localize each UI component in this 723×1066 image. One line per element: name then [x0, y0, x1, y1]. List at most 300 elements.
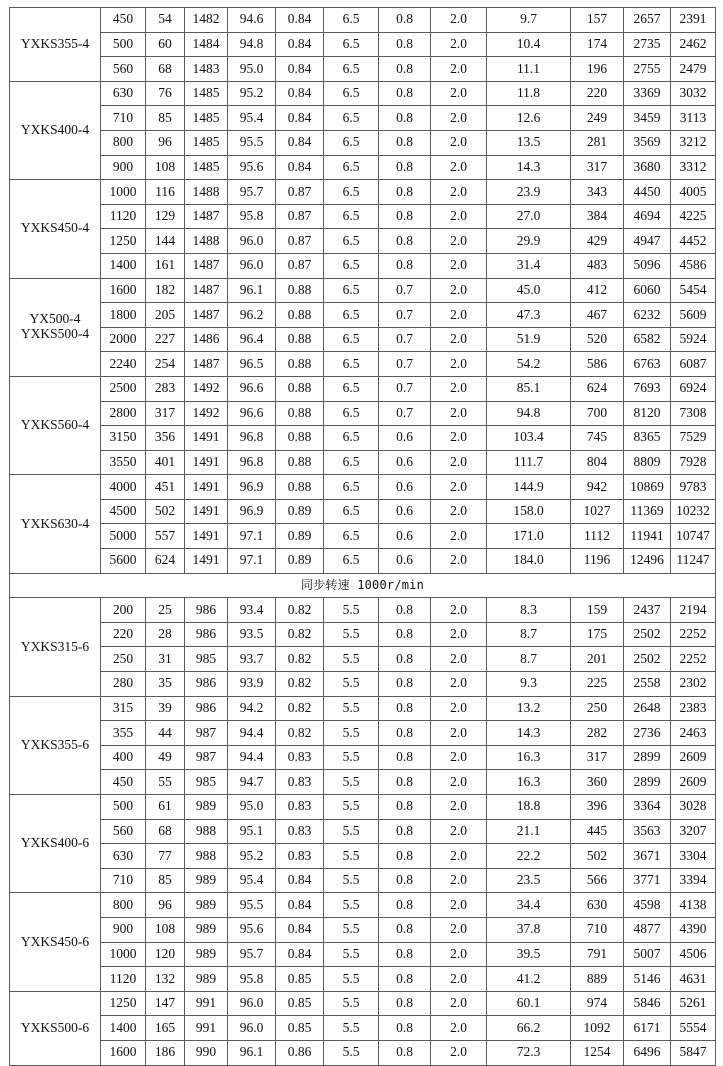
table-cell: 5.5	[324, 1016, 379, 1041]
table-cell: 3550	[101, 450, 146, 475]
table-cell: 6232	[624, 303, 671, 328]
table-cell: 111.7	[487, 450, 571, 475]
table-cell: 3304	[671, 844, 716, 869]
table-cell: 2735	[624, 32, 671, 57]
table-cell: 1196	[571, 549, 624, 574]
table-cell: 0.8	[379, 745, 431, 770]
table-cell: 249	[571, 106, 624, 131]
table-cell: 96.0	[228, 1016, 276, 1041]
table-cell: 986	[185, 696, 228, 721]
table-cell: 159	[571, 598, 624, 623]
table-cell: 0.84	[276, 868, 324, 893]
table-cell: 0.8	[379, 81, 431, 106]
table-cell: 2.0	[431, 106, 487, 131]
table-cell: 2462	[671, 32, 716, 57]
table-cell: 93.4	[228, 598, 276, 623]
table-cell: 6.5	[324, 426, 379, 451]
table-cell: 47.3	[487, 303, 571, 328]
table-cell: 2383	[671, 696, 716, 721]
table-cell: 95.2	[228, 81, 276, 106]
table-cell: 120	[146, 942, 185, 967]
table-cell: 991	[185, 991, 228, 1016]
table-cell: 566	[571, 868, 624, 893]
table-cell: 220	[101, 622, 146, 647]
table-cell: 0.88	[276, 278, 324, 303]
table-cell: 23.9	[487, 180, 571, 205]
model-name: YXKS500-4	[20, 326, 90, 342]
table-row	[10, 893, 716, 918]
table-cell: 3394	[671, 868, 716, 893]
table-cell: 2.0	[431, 844, 487, 869]
table-cell: 0.87	[276, 229, 324, 254]
table-cell: 0.84	[276, 917, 324, 942]
table-cell: 700	[571, 401, 624, 426]
table-cell: 85	[146, 868, 185, 893]
table-cell: 13.2	[487, 696, 571, 721]
table-cell: 6.5	[324, 81, 379, 106]
model-name: YXKS355-6	[20, 736, 90, 752]
table-cell: 96	[146, 130, 185, 155]
table-cell: 283	[146, 376, 185, 401]
table-cell: 254	[146, 352, 185, 377]
table-cell: 5554	[671, 1016, 716, 1041]
table-cell: 710	[571, 917, 624, 942]
table-cell: 85.1	[487, 376, 571, 401]
table-cell: 94.8	[487, 401, 571, 426]
table-cell: 3459	[624, 106, 671, 131]
table-cell: 710	[101, 106, 146, 131]
table-cell: 2391	[671, 8, 716, 33]
table-cell: 2899	[624, 770, 671, 795]
table-cell: 96.0	[228, 991, 276, 1016]
table-cell: 2.0	[431, 647, 487, 672]
table-cell: 1800	[101, 303, 146, 328]
table-cell: 1488	[185, 229, 228, 254]
table-cell: 384	[571, 204, 624, 229]
table-cell: 1254	[571, 1040, 624, 1065]
table-cell: 0.83	[276, 770, 324, 795]
table-cell: 5.5	[324, 672, 379, 697]
table-cell: 6.5	[324, 155, 379, 180]
table-cell: 2.0	[431, 967, 487, 992]
table-row	[10, 696, 716, 721]
table-cell: 2.0	[431, 155, 487, 180]
model-name: YX500-4	[29, 311, 81, 327]
table-cell: 3113	[671, 106, 716, 131]
table-cell: 2.0	[431, 991, 487, 1016]
table-cell: 1482	[185, 8, 228, 33]
table-cell: 220	[571, 81, 624, 106]
table-cell: 54.2	[487, 352, 571, 377]
table-cell: 95.8	[228, 204, 276, 229]
table-cell: 355	[101, 721, 146, 746]
table-cell: 0.7	[379, 278, 431, 303]
table-cell: 5847	[671, 1040, 716, 1065]
table-cell: 4500	[101, 499, 146, 524]
table-cell: 0.84	[276, 81, 324, 106]
table-cell: 96.1	[228, 278, 276, 303]
table-cell: 68	[146, 819, 185, 844]
table-cell: 1483	[185, 57, 228, 82]
table-row	[10, 549, 716, 574]
table-cell: 0.82	[276, 647, 324, 672]
table-cell: 0.88	[276, 303, 324, 328]
table-cell: 13.5	[487, 130, 571, 155]
table-cell: 6924	[671, 376, 716, 401]
table-cell: 6.5	[324, 57, 379, 82]
table-cell: 182	[146, 278, 185, 303]
table-row	[10, 32, 716, 57]
table-cell: 1250	[101, 229, 146, 254]
table-cell: 560	[101, 819, 146, 844]
table-cell: 988	[185, 819, 228, 844]
table-cell: 630	[101, 81, 146, 106]
table-cell: 0.89	[276, 524, 324, 549]
table-cell: 8.7	[487, 622, 571, 647]
table-cell: 61	[146, 795, 185, 820]
table-cell: 2.0	[431, 278, 487, 303]
table-cell: 0.8	[379, 868, 431, 893]
table-cell: 95.6	[228, 155, 276, 180]
table-cell: 630	[101, 844, 146, 869]
table-cell: 129	[146, 204, 185, 229]
table-row	[10, 795, 716, 820]
model-cell	[10, 81, 101, 179]
table-cell: 96	[146, 893, 185, 918]
table-cell: 85	[146, 106, 185, 131]
table-cell: 34.4	[487, 893, 571, 918]
table-cell: 0.84	[276, 942, 324, 967]
table-cell: 60	[146, 32, 185, 57]
table-cell: 0.82	[276, 672, 324, 697]
table-cell: 171.0	[487, 524, 571, 549]
table-cell: 2.0	[431, 57, 487, 82]
table-cell: 72.3	[487, 1040, 571, 1065]
table-row	[10, 991, 716, 1016]
table-cell: 1600	[101, 278, 146, 303]
table-cell: 6.5	[324, 376, 379, 401]
table-cell: 29.9	[487, 229, 571, 254]
table-cell: 502	[571, 844, 624, 869]
table-cell: 2.0	[431, 450, 487, 475]
table-cell: 281	[571, 130, 624, 155]
table-cell: 21.1	[487, 819, 571, 844]
table-cell: 6.5	[324, 401, 379, 426]
table-row	[10, 868, 716, 893]
table-cell: 2.0	[431, 253, 487, 278]
table-row	[10, 450, 716, 475]
table-cell: 0.85	[276, 1016, 324, 1041]
table-cell: 1487	[185, 352, 228, 377]
table-cell: 0.8	[379, 647, 431, 672]
table-row	[10, 303, 716, 328]
table-cell: 68	[146, 57, 185, 82]
table-cell: 1485	[185, 130, 228, 155]
table-cell: 0.8	[379, 672, 431, 697]
table-cell: 0.89	[276, 499, 324, 524]
table-cell: 25	[146, 598, 185, 623]
table-cell: 0.83	[276, 745, 324, 770]
table-cell: 95.2	[228, 844, 276, 869]
table-cell: 974	[571, 991, 624, 1016]
table-cell: 94.4	[228, 745, 276, 770]
table-cell: 343	[571, 180, 624, 205]
table-cell: 227	[146, 327, 185, 352]
table-cell: 4450	[624, 180, 671, 205]
table-cell: 1485	[185, 106, 228, 131]
table-cell: 483	[571, 253, 624, 278]
table-cell: 9783	[671, 475, 716, 500]
table-cell: 96.8	[228, 450, 276, 475]
table-cell: 2502	[624, 647, 671, 672]
table-cell: 108	[146, 917, 185, 942]
table-cell: 5.5	[324, 844, 379, 869]
table-cell: 3032	[671, 81, 716, 106]
table-cell: 400	[101, 745, 146, 770]
table-cell: 6.5	[324, 204, 379, 229]
table-cell: 5.5	[324, 942, 379, 967]
table-cell: 989	[185, 942, 228, 967]
table-cell: 96.5	[228, 352, 276, 377]
table-cell: 2240	[101, 352, 146, 377]
table-cell: 250	[571, 696, 624, 721]
table-cell: 5096	[624, 253, 671, 278]
table-cell: 5846	[624, 991, 671, 1016]
table-cell: 96.9	[228, 475, 276, 500]
table-cell: 4138	[671, 893, 716, 918]
table-cell: 7928	[671, 450, 716, 475]
table-cell: 0.88	[276, 450, 324, 475]
table-cell: 95.4	[228, 106, 276, 131]
table-cell: 8365	[624, 426, 671, 451]
table-cell: 0.6	[379, 475, 431, 500]
table-cell: 6.5	[324, 180, 379, 205]
table-cell: 2.0	[431, 598, 487, 623]
table-cell: 6.5	[324, 32, 379, 57]
table-cell: 0.8	[379, 253, 431, 278]
table-cell: 7529	[671, 426, 716, 451]
table-cell: 5.5	[324, 721, 379, 746]
table-cell: 0.8	[379, 57, 431, 82]
table-cell: 2194	[671, 598, 716, 623]
table-cell: 103.4	[487, 426, 571, 451]
table-cell: 710	[101, 868, 146, 893]
table-cell: 144	[146, 229, 185, 254]
table-cell: 28	[146, 622, 185, 647]
table-row	[10, 376, 716, 401]
table-cell: 6087	[671, 352, 716, 377]
table-cell: 5600	[101, 549, 146, 574]
table-row	[10, 8, 716, 33]
table-cell: 45.0	[487, 278, 571, 303]
table-cell: 2437	[624, 598, 671, 623]
table-cell: 0.88	[276, 327, 324, 352]
table-cell: 11247	[671, 549, 716, 574]
table-cell: 7308	[671, 401, 716, 426]
table-cell: 282	[571, 721, 624, 746]
table-cell: 989	[185, 917, 228, 942]
table-cell: 94.2	[228, 696, 276, 721]
table-cell: 0.86	[276, 1040, 324, 1065]
table-cell: 2.0	[431, 475, 487, 500]
table-cell: 2000	[101, 327, 146, 352]
model-name: YXKS500-6	[20, 1019, 90, 1035]
motor-spec-table	[9, 7, 716, 1066]
table-cell: 356	[146, 426, 185, 451]
table-cell: 95.5	[228, 130, 276, 155]
table-row	[10, 499, 716, 524]
table-cell: 2.0	[431, 622, 487, 647]
table-cell: 6.5	[324, 475, 379, 500]
table-cell: 2.0	[431, 1040, 487, 1065]
table-cell: 317	[571, 155, 624, 180]
table-cell: 0.82	[276, 598, 324, 623]
table-cell: 95.5	[228, 893, 276, 918]
table-cell: 2500	[101, 376, 146, 401]
table-cell: 0.8	[379, 229, 431, 254]
table-cell: 1112	[571, 524, 624, 549]
model-name: YXKS450-6	[20, 933, 90, 949]
table-cell: 2.0	[431, 499, 487, 524]
table-cell: 3028	[671, 795, 716, 820]
table-cell: 0.8	[379, 1040, 431, 1065]
table-cell: 396	[571, 795, 624, 820]
table-cell: 96.9	[228, 499, 276, 524]
table-cell: 1488	[185, 180, 228, 205]
table-cell: 147	[146, 991, 185, 1016]
table-cell: 5.5	[324, 893, 379, 918]
table-cell: 11369	[624, 499, 671, 524]
table-cell: 3150	[101, 426, 146, 451]
table-cell: 250	[101, 647, 146, 672]
table-cell: 586	[571, 352, 624, 377]
table-cell: 0.85	[276, 967, 324, 992]
table-cell: 2.0	[431, 917, 487, 942]
table-cell: 16.3	[487, 770, 571, 795]
table-cell: 2899	[624, 745, 671, 770]
table-cell: 12.6	[487, 106, 571, 131]
table-cell: 2.0	[431, 180, 487, 205]
table-cell: 1120	[101, 967, 146, 992]
table-cell: 95.0	[228, 57, 276, 82]
table-cell: 9.7	[487, 8, 571, 33]
table-cell: 6.5	[324, 524, 379, 549]
table-cell: 2736	[624, 721, 671, 746]
table-cell: 12496	[624, 549, 671, 574]
table-cell: 986	[185, 598, 228, 623]
table-cell: 93.9	[228, 672, 276, 697]
model-cell	[10, 180, 101, 278]
table-cell: 0.8	[379, 106, 431, 131]
table-cell: 76	[146, 81, 185, 106]
table-cell: 560	[101, 57, 146, 82]
table-cell: 0.84	[276, 893, 324, 918]
table-cell: 630	[571, 893, 624, 918]
table-row	[10, 672, 716, 697]
table-cell: 2252	[671, 647, 716, 672]
model-name: YXKS450-4	[20, 220, 90, 236]
table-row	[10, 475, 716, 500]
table-cell: 5.5	[324, 745, 379, 770]
table-cell: 0.6	[379, 524, 431, 549]
table-cell: 5146	[624, 967, 671, 992]
model-cell	[10, 475, 101, 573]
table-cell: 14.3	[487, 155, 571, 180]
table-cell: 5.5	[324, 868, 379, 893]
table-cell: 196	[571, 57, 624, 82]
table-cell: 2.0	[431, 721, 487, 746]
table-cell: 991	[185, 1016, 228, 1041]
table-cell: 4000	[101, 475, 146, 500]
table-cell: 31	[146, 647, 185, 672]
table-cell: 1000	[101, 180, 146, 205]
table-cell: 0.8	[379, 844, 431, 869]
table-cell: 5.5	[324, 1040, 379, 1065]
table-cell: 6.5	[324, 278, 379, 303]
table-cell: 0.82	[276, 721, 324, 746]
table-cell: 0.84	[276, 155, 324, 180]
table-cell: 94.8	[228, 32, 276, 57]
table-cell: 97.1	[228, 524, 276, 549]
table-row	[10, 130, 716, 155]
table-cell: 2.0	[431, 376, 487, 401]
table-cell: 2657	[624, 8, 671, 33]
table-cell: 0.8	[379, 770, 431, 795]
table-cell: 986	[185, 672, 228, 697]
table-cell: 900	[101, 917, 146, 942]
table-cell: 6496	[624, 1040, 671, 1065]
table-cell: 0.8	[379, 32, 431, 57]
table-cell: 6.5	[324, 106, 379, 131]
table-cell: 96.2	[228, 303, 276, 328]
model-cell	[10, 278, 101, 376]
table-cell: 95.4	[228, 868, 276, 893]
section-header: 同步转速 1000r/min	[10, 573, 716, 598]
table-cell: 77	[146, 844, 185, 869]
table-cell: 0.7	[379, 303, 431, 328]
table-cell: 2.0	[431, 303, 487, 328]
table-cell: 95.7	[228, 180, 276, 205]
table-cell: 10747	[671, 524, 716, 549]
table-cell: 0.85	[276, 991, 324, 1016]
table-cell: 624	[146, 549, 185, 574]
table-cell: 0.8	[379, 155, 431, 180]
table-cell: 144.9	[487, 475, 571, 500]
table-cell: 2.0	[431, 32, 487, 57]
table-cell: 0.82	[276, 696, 324, 721]
table-cell: 0.8	[379, 8, 431, 33]
table-cell: 0.6	[379, 426, 431, 451]
table-row	[10, 81, 716, 106]
table-cell: 3369	[624, 81, 671, 106]
table-cell: 5924	[671, 327, 716, 352]
table-cell: 4506	[671, 942, 716, 967]
table-cell: 1250	[101, 991, 146, 1016]
model-cell	[10, 696, 101, 794]
table-cell: 360	[571, 770, 624, 795]
table-cell: 54	[146, 8, 185, 33]
model-cell	[10, 991, 101, 1065]
table-cell: 3771	[624, 868, 671, 893]
table-cell: 35	[146, 672, 185, 697]
table-row	[10, 204, 716, 229]
table-cell: 0.8	[379, 696, 431, 721]
table-cell: 412	[571, 278, 624, 303]
table-cell: 987	[185, 745, 228, 770]
table-cell: 1486	[185, 327, 228, 352]
table-cell: 11.1	[487, 57, 571, 82]
table-cell: 5.5	[324, 696, 379, 721]
